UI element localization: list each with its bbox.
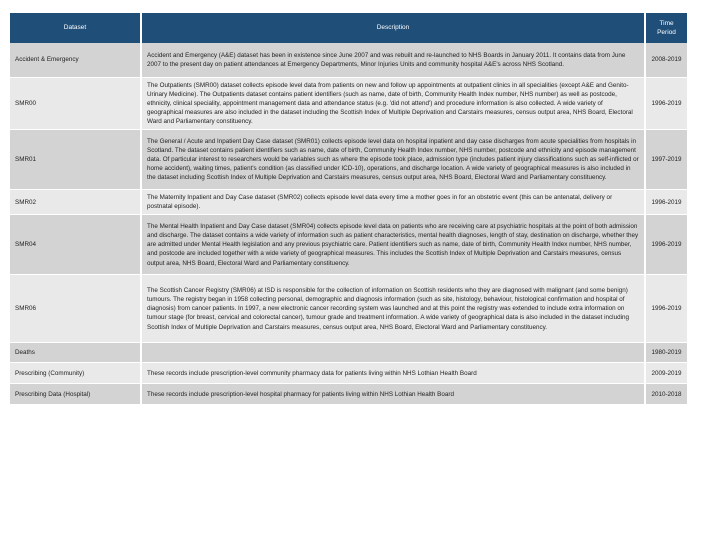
description-cell: The Outpatients (SMR00) dataset collects episode level data from patients on new and follow up appointments at outpatient clinics in all specialities (except A&E and Genito-Urinary Medicine). The Outpatients dataset contains patient identifiers (such as name, date of birth, Community Health Index number, NHS number) as well as postcode, ethnicity, clinical speciality, appointment management data and attendance status (e.g. 'did not attend') and procedure information is also collected. A wide variety of geographical measures are also included in the dataset including the Scottish Index of Multiple Deprivation and Carstairs measures, census output area, NHS Board, Electoral Ward and Parliamentary constituency. [141,77,645,130]
time-period-cell: 1980-2019 [645,343,687,363]
description-cell: These records include prescription-level hospital pharmacy for patients living within NHS Lothian Health Board [141,384,645,405]
dataset-cell: Prescribing (Community) [10,363,141,384]
table-header [10,13,687,43]
description-cell: The Mental Health Inpatient and Day Case dataset (SMR04) collects episode level data on patients who are receiving care at psychiatric hospitals at the point of both admission and discharge. The dataset contains a wide variety of information such as patient characteristics, mental health diagnoses, length of stay, destination on discharge, whether they are admitted under Mental Health legislation and any previous psychiatric care. Patient identifiers such as name, date of birth, Community Health Index number, NHS number, and postcode are included together with a wide variety of geographical measures. This includes the Scottish Index of Multiple Deprivation and Carstairs measures, census output area, NHS Board, Electoral Ward and Parliamentary constituency. [141,215,645,275]
table-row [10,363,687,384]
table-body [10,43,687,405]
time-period-cell: 1996-2019 [645,275,687,343]
dataset-cell: SMR02 [10,190,141,215]
description-cell: The Maternity Inpatient and Day Case dataset (SMR02) collects episode level data every time a mother goes in for an obstetric event (this can be antenatal, delivery or postnatal episode). [141,190,645,215]
dataset-cell: SMR01 [10,130,141,190]
column-header-dataset: Dataset [10,13,141,43]
time-period-cell: 1996-2019 [645,190,687,215]
description-cell: Accident and Emergency (A&E) dataset has been in existence since June 2007 and was rebuilt and re-launched to NHS Boards in January 2011. It contains data from June 2007 to the present day on patient attendances at Emergency Departments, Minor Injuries Units and community hospital A&E's across NHS Scotland. [141,43,645,77]
time-period-cell: 1996-2019 [645,215,687,275]
description-cell: The Scottish Cancer Registry (SMR06) at ISD is responsible for the collection of information on Scottish residents who they are diagnosed with malignant (and some benign) tumours. The registry began in 1958 collecting personal, demographic and diagnosis information (such as site, histology, behaviour, histological confirmation and hospital of diagnosis) from cancer patients. In 1997, a new electronic cancer recording system was launched and at this point the registry was extended to include extra information on tumour stage (for breast, cervical and colorectal cancer), tumour grade and treatment information. A wide variety of geographical data is also included in the dataset including Scottish Index of Multiple Deprivation and Carstairs measures, census output area, NHS Board, Electoral Ward and Parliamentary constituency. [141,275,645,343]
table-row [10,275,687,343]
column-header-description: Description [141,13,645,43]
description-cell: These records include prescription-level community pharmacy data for patients living within NHS Lothian Health Board [141,363,645,384]
time-period-cell: 1996-2019 [645,77,687,130]
datasets-table [10,13,687,405]
table-row [10,343,687,363]
dataset-cell: Deaths [10,343,141,363]
dataset-cell: Accident & Emergency [10,43,141,77]
time-period-cell: 2010-2018 [645,384,687,405]
time-period-cell: 1997-2019 [645,130,687,190]
dataset-cell: SMR00 [10,77,141,130]
header-row [10,13,687,43]
column-header-time-period: Time Period [645,13,687,43]
table-row [10,384,687,405]
time-period-cell: 2009-2019 [645,363,687,384]
dataset-cell: SMR06 [10,275,141,343]
table-row [10,77,687,130]
description-cell: The General / Acute and Inpatient Day Case dataset (SMR01) collects episode level data on hospital inpatient and day case discharges from acute specialities from hospitals in Scotland. The dataset contains patient identifiers such as name, date of birth, Community Health Index number, NHS number, postcode and ethnicity and episode management data. Of particular interest to researchers would be variables such as where the episode took place, admission type (includes patient injury classifications such as self-inflicted or home accident), waiting times, patient's condition (as classified under ICD-10), operations, and discharge location. A wide variety of geographical measures is also included in the dataset including Scottish Index of Multiple Deprivation and Carstairs measures, census output area, NHS Board, Electoral Ward and Parliamentary constituency. [141,130,645,190]
time-period-cell: 2008-2019 [645,43,687,77]
dataset-cell: SMR04 [10,215,141,275]
description-cell [141,343,645,363]
table-row [10,215,687,275]
dataset-cell: Prescribing Data (Hospital) [10,384,141,405]
table-row [10,190,687,215]
table-row [10,130,687,190]
table-row [10,43,687,77]
